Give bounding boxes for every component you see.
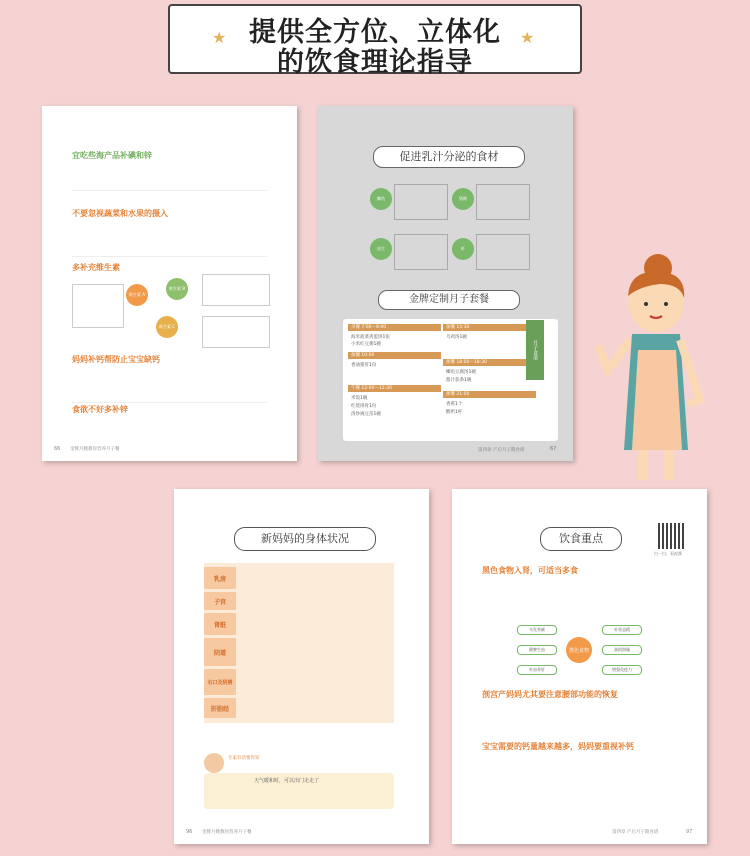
vitamin-box xyxy=(202,274,270,306)
page66-heading-2: 不要忽视蔬菜和水果的摄入 xyxy=(72,209,168,218)
meal-item: 香蕉1个 xyxy=(446,402,463,407)
mindmap-node: 健脾生血 xyxy=(517,645,557,655)
vitamin-box xyxy=(72,284,124,328)
mother-illustration xyxy=(588,250,718,490)
vitamin-circle-b: 维生素 B xyxy=(166,278,188,300)
page97-heading-1: 黑色食物入肾，可适当多食 xyxy=(482,566,578,575)
side-tab: 月子食谱 xyxy=(526,320,544,380)
status-row-label: 右口及阴唇 xyxy=(204,669,236,695)
status-row-label: 肾脏 xyxy=(204,613,236,635)
meal-item: 酱汁茄条1碗 xyxy=(446,378,472,383)
tip-box xyxy=(204,773,394,809)
meal-tab: 加餐 21:00 xyxy=(443,391,536,398)
page-number: 97 xyxy=(686,829,693,835)
meal-tab: 早餐 7:00～8:00 xyxy=(348,324,441,331)
page97-title: 饮食重点 xyxy=(540,527,622,551)
page96-title: 新妈妈的身体状况 xyxy=(234,527,376,551)
mindmap-node: 增强免疫力 xyxy=(602,665,642,675)
page66-heading-4: 妈妈补钙帮防止宝宝缺钙 xyxy=(72,355,160,364)
page-number: 66 xyxy=(54,446,61,452)
status-row xyxy=(204,613,394,635)
page66-text-block xyxy=(72,366,267,403)
food-circle: 鲫鱼 xyxy=(370,188,392,210)
meal-tab: 加餐 18:00～18:30 xyxy=(443,359,536,366)
meal-item: 清炒豌豆苗1碗 xyxy=(351,412,381,417)
book-page-96 xyxy=(174,489,429,844)
meal-item: 香油猪肝1份 xyxy=(351,363,377,368)
vitamin-circle-c: 维生素 C xyxy=(156,316,178,338)
meal-item: 红烧排骨1份 xyxy=(351,404,377,409)
star-icon: ★ xyxy=(520,28,535,47)
page97-text-block xyxy=(482,701,677,737)
food-desc-box xyxy=(476,234,530,270)
mindmap-node: 滋阴润燥 xyxy=(602,645,642,655)
page67-title-2: 金牌定制月子套餐 xyxy=(378,290,520,310)
tip-avatar xyxy=(204,753,224,773)
page67-title-1: 促进乳汁分泌的食材 xyxy=(373,146,525,168)
meal-item: 小米红豆粥1碗 xyxy=(351,342,381,347)
page66-text-block xyxy=(72,220,267,257)
food-circle: 猪蹄 xyxy=(452,188,474,210)
meal-item: 鲫鱼豆腐汤1碗 xyxy=(446,370,476,375)
status-row xyxy=(204,567,394,589)
mindmap-node: 补肾益精 xyxy=(602,625,642,635)
page97-heading-3: 宝宝需要的钙量越来越多，妈妈要重视补钙 xyxy=(482,742,634,751)
meal-item: 米饭1碗 xyxy=(351,396,368,401)
mindmap-center: 黑色食物 xyxy=(566,637,592,663)
meal-item: 酸奶1杯 xyxy=(446,410,463,415)
tip-label: 专家有话要你知 xyxy=(228,756,260,761)
page-number: 67 xyxy=(550,446,557,452)
mindmap-node: 乌发养颜 xyxy=(517,625,557,635)
page97-heading-2: 剖宫产妈妈尤其要注意腰部功能的恢复 xyxy=(482,690,618,699)
page97-text-block xyxy=(482,753,677,813)
qr-code xyxy=(658,523,684,549)
food-circle: 虾 xyxy=(452,238,474,260)
status-row-label: 乳房 xyxy=(204,567,236,589)
status-row-label: 肝胆经 xyxy=(204,698,236,718)
mindmap-node: 补血养肝 xyxy=(517,665,557,675)
food-desc-box xyxy=(476,184,530,220)
banner-line-1: 提供全方位、立体化 xyxy=(249,17,501,48)
page66-heading-5: 食欲不好多补锌 xyxy=(72,405,128,414)
book-page-97 xyxy=(452,489,707,844)
meal-tab: 加餐 15:30 xyxy=(443,324,536,331)
status-row xyxy=(204,638,394,666)
page-footer: 金牌月嫂教你营养月子餐 xyxy=(70,447,120,452)
status-row xyxy=(204,592,394,610)
food-circle: 花生 xyxy=(370,238,392,260)
meal-tab: 午餐 12:00～12:30 xyxy=(348,385,441,392)
status-row xyxy=(204,698,394,718)
page66-heading-1: 宜吃些海产品补碘和锌 xyxy=(72,151,152,160)
page-footer: 第四章 产后月子期食谱 xyxy=(612,830,659,835)
page66-text-block xyxy=(72,162,267,191)
page-footer: 金牌月嫂教你营养月子餐 xyxy=(202,830,252,835)
book-page-66 xyxy=(42,106,297,461)
qr-label: 扫一扫，看视频 xyxy=(654,551,682,556)
meal-tab: 加餐 10:00 xyxy=(348,352,441,359)
status-row-label: 子宫 xyxy=(204,592,236,610)
page66-heading-3: 多补充维生素 xyxy=(72,263,120,272)
banner-line-2: 的饮食理论指导 xyxy=(277,47,473,78)
star-icon: ★ xyxy=(212,28,227,47)
food-desc-box xyxy=(394,234,448,270)
page-footer: 第四章 产后月子期食谱 xyxy=(478,448,525,453)
tip-title: 天气暖和时，可以出门走走了 xyxy=(254,778,320,784)
food-desc-box xyxy=(394,184,448,220)
status-row-label: 阴道 xyxy=(204,638,236,666)
page66-text-block xyxy=(72,416,267,436)
vitamin-circle-a: 维生素 A xyxy=(126,284,148,306)
page-number: 96 xyxy=(186,829,193,835)
status-row xyxy=(204,669,394,695)
book-page-67 xyxy=(318,106,573,461)
page97-text-block xyxy=(482,577,677,605)
meal-item: 海米菠菜鸡蛋饼1张 xyxy=(351,335,390,340)
vitamin-box xyxy=(202,316,270,348)
meal-item: 乌鸡汤1碗 xyxy=(446,335,467,340)
